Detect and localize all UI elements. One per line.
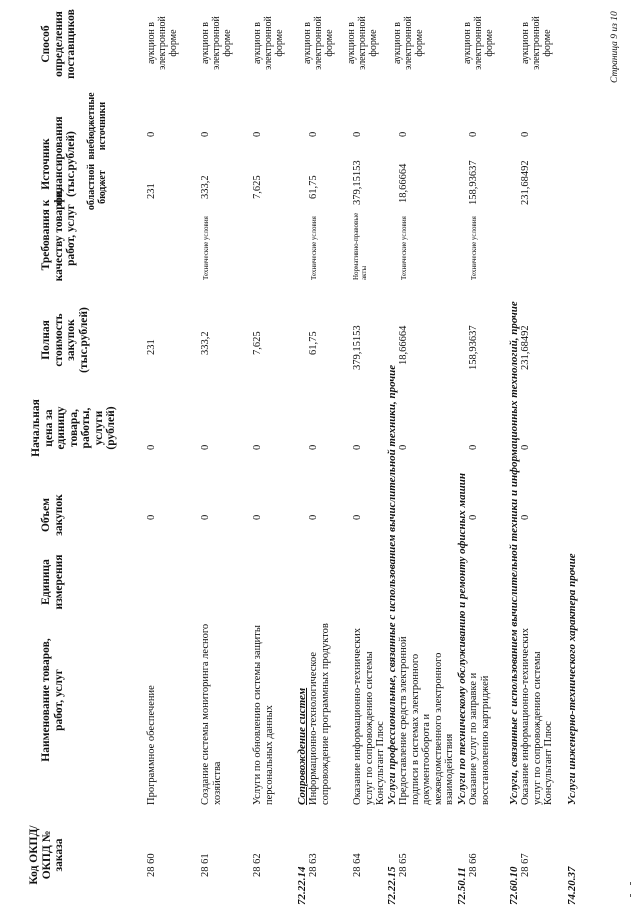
row-requirements: Технические условия	[400, 216, 408, 280]
row-funding-extra: 0	[252, 131, 263, 137]
row-requirements: Нормативно-правовые акты	[352, 212, 368, 280]
row-method: аукцион в электронной форме	[252, 16, 285, 70]
row-name: Программное обеспечение	[146, 685, 157, 805]
row-total: 7,625	[252, 331, 263, 355]
row-unit-price: 0	[308, 444, 319, 450]
row-unit-price: 0	[520, 444, 531, 450]
section-name: Услуги профессиональные, связанные с использованием вычислительной техники, прочие	[386, 364, 398, 805]
header-funding-budget: областной бюджет	[86, 163, 108, 211]
row-funding-budget: 18,66664	[398, 163, 409, 203]
row-code: 28 61	[200, 853, 211, 877]
row-funding-extra: 0	[146, 131, 157, 137]
row-volume: 0	[308, 514, 319, 520]
section-code: 72.60.10	[508, 866, 520, 905]
row-name: Оказание информационно-технических услуг по сопровождению системы Консультант Плюс	[352, 627, 386, 805]
row-method: аукцион в электронной форме	[520, 16, 553, 70]
page-number: Страница 9 из 10	[610, 11, 620, 83]
row-method: аукцион в электронной форме	[200, 16, 233, 70]
row-requirements: Технические условия	[470, 216, 478, 280]
header-unit: Единица измерения	[40, 554, 65, 610]
row-code: 28 63	[308, 853, 319, 877]
row-method: аукцион в электронной форме	[462, 16, 495, 70]
row-total: 61,75	[308, 331, 319, 355]
header-volume: Объем закупок	[40, 494, 65, 536]
row-unit-price: 0	[352, 444, 363, 450]
row-unit-price: 0	[200, 444, 211, 450]
section-name: Услуги, связанные с использованием вычислительной техники и информационных технологий, прочие	[508, 301, 520, 805]
header-name: Наименование товаров, работ, услуг	[40, 638, 65, 762]
row-unit-price: 0	[468, 444, 479, 450]
scan-mark	[630, 894, 631, 897]
section-code: 72.22.15	[386, 866, 398, 905]
row-code: 28 65	[398, 853, 409, 877]
row-total: 158,93637	[468, 325, 479, 370]
row-total: 379,15153	[352, 325, 363, 370]
row-method: аукцион в электронной форме	[346, 16, 379, 70]
row-funding-extra: 0	[200, 131, 211, 137]
row-name: Предоставление средств электронной подписи в системах электронного документооборота и межведомственного электронного взаимодействия	[398, 636, 455, 805]
header-funding-extra: внебюджетные источники	[86, 92, 108, 160]
row-total: 231,68492	[520, 325, 531, 370]
row-funding-budget: 158,93637	[468, 160, 479, 205]
row-funding-extra: 0	[352, 131, 363, 137]
row-volume: 0	[520, 514, 531, 520]
row-code: 28 60	[146, 853, 157, 877]
row-funding-budget: 333,2	[200, 175, 211, 199]
row-name: Оказание информационно-технических услуг по сопровождению системы Консультант Плюс	[520, 627, 554, 805]
row-requirements: Технические условия	[310, 216, 318, 280]
row-name: Услуги по обновлению системы защиты персональных данных	[252, 625, 275, 805]
row-volume: 0	[146, 514, 157, 520]
section-code: 72.50.11	[456, 867, 468, 905]
row-total: 333,2	[200, 331, 211, 355]
scan-mark	[630, 882, 631, 885]
row-total: 18,66664	[398, 325, 409, 365]
row-name: Оказание услуг по заправке и восстановлению картриджей	[468, 672, 491, 805]
row-name: Создание системы мониторинга лесного хозяйства	[200, 623, 223, 805]
row-funding-extra: 0	[308, 131, 319, 137]
section-name: Услуги инженерно-технического характера прочие	[566, 553, 578, 805]
row-method: аукцион в электронной форме	[146, 16, 179, 70]
header-unit-price: Начальная цена за единицу товара, работы, услуги (рублей)	[30, 399, 117, 457]
header-code: Код ОКПД/ ОКПД № заказа	[28, 825, 65, 885]
row-code: 28 67	[520, 853, 531, 877]
header-total: Полная стоимость закупок (тыс.рублей)	[40, 307, 90, 373]
row-funding-budget: 7,625	[252, 175, 263, 199]
section-name: Услуги по техническому обслуживанию и ремонту офисных машин	[456, 473, 468, 805]
row-funding-budget: 61,75	[308, 175, 319, 199]
row-volume: 0	[468, 514, 479, 520]
row-code: 28 64	[352, 853, 363, 877]
row-volume: 0	[352, 514, 363, 520]
row-volume: 0	[252, 514, 263, 520]
header-requirements: Требования к качеству товаров, работ, услуг	[40, 188, 77, 282]
row-funding-extra: 0	[398, 131, 409, 137]
row-total: 231	[146, 339, 157, 355]
row-funding-budget: 231,68492	[520, 160, 531, 205]
row-unit-price: 0	[398, 444, 409, 450]
row-funding-extra: 0	[520, 131, 531, 137]
header-funding: Источник финансирования (тыс.рублей)	[40, 116, 77, 205]
header-method: Способ определения поставщиков	[40, 9, 77, 79]
row-unit-price: 0	[252, 444, 263, 450]
row-requirements: Технические условия	[202, 216, 210, 280]
section-code: 74.20.37	[566, 866, 578, 905]
section-name: Сопровождение систем	[296, 687, 308, 805]
row-unit-price: 0	[146, 444, 157, 450]
row-method: аукцион в электронной форме	[392, 16, 425, 70]
row-method: аукцион в электронной форме	[302, 16, 335, 70]
section-code: 72.22.14	[296, 866, 308, 905]
row-funding-budget: 379,15153	[352, 160, 363, 205]
row-code: 28 62	[252, 853, 263, 877]
row-code: 28 66	[468, 853, 479, 877]
row-funding-budget: 231	[146, 183, 157, 199]
row-volume: 0	[200, 514, 211, 520]
row-name: Информационно-технологическое сопровождение программных продуктов	[308, 623, 331, 805]
row-funding-extra: 0	[468, 131, 479, 137]
